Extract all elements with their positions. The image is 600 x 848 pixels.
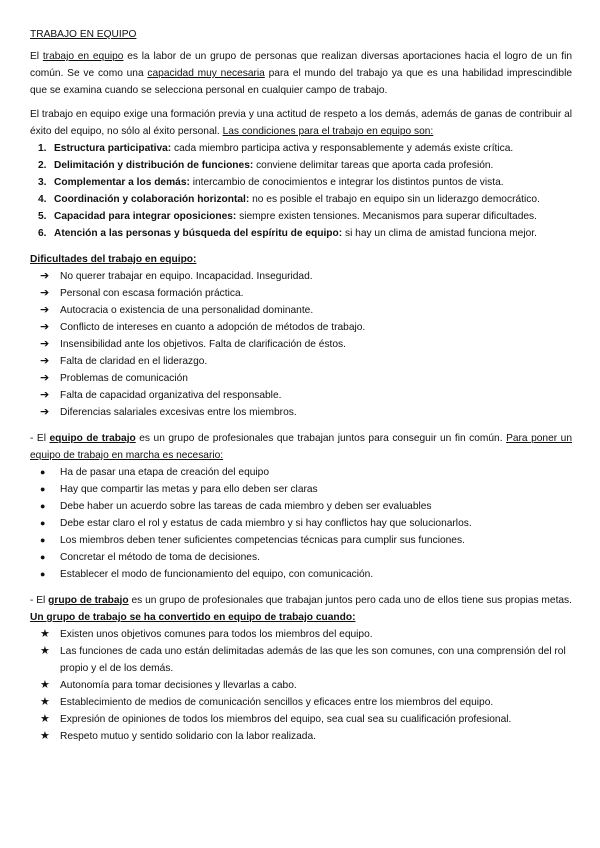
group-term: grupo de trabajo bbox=[48, 595, 129, 606]
star-icon: ★ bbox=[40, 679, 50, 691]
intro-text: es la labor de un grupo de personas que realizan diversas aportaciones hacia el logro de un fin común. Se ve como una bbox=[30, 51, 573, 79]
item-number: 1. bbox=[38, 143, 47, 154]
intro-text: El trabajo en equipo exige una formación previa y una actitud de respeto a los demás, además de ganas de contribuir al éxito del equipo, no sólo al éxito personal. bbox=[30, 109, 572, 137]
list-item bbox=[30, 643, 572, 677]
bullet-icon: ● bbox=[40, 501, 46, 511]
condition-term: Capacidad para integrar oposiciones: bbox=[54, 211, 237, 222]
team-requirements-heading: Para poner un equipo de trabajo en marcha es necesario: bbox=[30, 433, 572, 461]
list-item bbox=[30, 515, 572, 532]
list-item bbox=[30, 370, 572, 387]
bullet-icon: ● bbox=[40, 518, 46, 528]
list-item-text: Insensibilidad ante los objetivos. Falta de clarificación de éstos. bbox=[60, 339, 346, 350]
condition-text: conviene delimitar tareas que aporta cada profesión. bbox=[253, 160, 494, 171]
item-number: 6. bbox=[38, 228, 47, 239]
underlined-term-capacidad: capacidad muy necesaria bbox=[147, 68, 265, 79]
document-title: TRABAJO EN EQUIPO bbox=[30, 29, 137, 40]
arrow-icon: ➔ bbox=[40, 338, 50, 350]
condition-term: Complementar a los demás: bbox=[54, 177, 190, 188]
difficulties-heading: Dificultades del trabajo en equipo: bbox=[30, 254, 197, 265]
bullet-icon: ● bbox=[40, 467, 46, 477]
list-item bbox=[30, 532, 572, 549]
list-item-text: Falta de claridad en el liderazgo. bbox=[60, 356, 208, 367]
condition-term: Atención a las personas y búsqueda del espíritu de equipo: bbox=[54, 228, 343, 239]
list-item bbox=[30, 677, 572, 694]
bullet-icon: ● bbox=[40, 569, 46, 579]
arrow-icon: ➔ bbox=[40, 406, 50, 418]
list-item-text: Establecimiento de medios de comunicación sencillos y eficaces entre los miembros del equipo. bbox=[60, 697, 494, 708]
list-item-text: Debe estar claro el rol y estatus de cada miembro y si hay conflictos hay que solucionarlos. bbox=[60, 518, 472, 529]
condition-item bbox=[30, 208, 572, 225]
list-item bbox=[30, 336, 572, 353]
condition-term: Coordinación y colaboración horizontal: bbox=[54, 194, 250, 205]
star-icon: ★ bbox=[40, 696, 50, 708]
star-icon: ★ bbox=[40, 645, 50, 657]
list-item-text: Establecer el modo de funcionamiento del equipo, con comunicación. bbox=[60, 569, 374, 580]
condition-term: Delimitación y distribución de funciones: bbox=[54, 160, 254, 171]
bullet-icon: ● bbox=[40, 484, 46, 494]
group-conditions-list bbox=[30, 626, 572, 745]
group-conditions-heading: Un grupo de trabajo se ha convertido en equipo de trabajo cuando: bbox=[30, 612, 356, 623]
condition-text: si hay un clima de amistad funciona mejor. bbox=[342, 228, 537, 239]
list-item bbox=[30, 728, 572, 745]
arrow-icon: ➔ bbox=[40, 304, 50, 316]
list-item-text: Problemas de comunicación bbox=[60, 373, 188, 384]
condition-item bbox=[30, 191, 572, 208]
star-icon: ★ bbox=[40, 628, 50, 640]
list-item-text: Hay que compartir las metas y para ello deben ser claras bbox=[60, 484, 318, 495]
arrow-icon: ➔ bbox=[40, 372, 50, 384]
list-item bbox=[30, 302, 572, 319]
star-icon: ★ bbox=[40, 713, 50, 725]
list-item bbox=[30, 694, 572, 711]
team-requirements-list bbox=[30, 464, 572, 583]
condition-text: intercambio de conocimientos e integrar los distintos puntos de vista. bbox=[189, 177, 504, 188]
list-item bbox=[30, 268, 572, 285]
list-item-text: Los miembros deben tener suficientes competencias técnicas para cumplir sus funciones. bbox=[60, 535, 465, 546]
list-item bbox=[30, 353, 572, 370]
condition-item bbox=[30, 140, 572, 157]
conditions-list bbox=[30, 140, 572, 242]
difficulties-list bbox=[30, 268, 572, 421]
team-text: es un grupo de profesionales que trabajan juntos para conseguir un fin común. bbox=[135, 433, 507, 444]
list-item bbox=[30, 498, 572, 515]
list-item bbox=[30, 387, 572, 404]
list-item bbox=[30, 626, 572, 643]
team-paragraph bbox=[30, 430, 572, 464]
star-icon: ★ bbox=[40, 730, 50, 742]
arrow-icon: ➔ bbox=[40, 270, 50, 282]
list-item-text: Debe haber un acuerdo sobre las tareas de cada miembro y deben ser evaluables bbox=[60, 501, 432, 512]
list-item bbox=[30, 464, 572, 481]
condition-text: siempre existen tensiones. Mecanismos para superar dificultades. bbox=[236, 211, 537, 222]
intro-paragraph-2 bbox=[30, 106, 572, 140]
bullet-icon: ● bbox=[40, 552, 46, 562]
intro-text: para el mundo del trabajo ya que es una habilidad imprescindible que se examina cuando se selecciona personal en cualquier campo de trabajo. bbox=[30, 68, 572, 96]
group-text: - El bbox=[30, 595, 49, 606]
list-item-text: Falta de capacidad organizativa del responsable. bbox=[60, 390, 282, 401]
list-item-text: Autonomía para tomar decisiones y llevarlas a cabo. bbox=[60, 680, 297, 691]
arrow-icon: ➔ bbox=[40, 355, 50, 367]
list-item-text: Diferencias salariales excesivas entre los miembros. bbox=[60, 407, 297, 418]
list-item bbox=[30, 319, 572, 336]
list-item-text: Las funciones de cada uno están delimitadas además de las que les son comunes, con una comprensión del rol propio y el de los demás. bbox=[60, 646, 566, 674]
list-item-text: Conflicto de intereses en cuanto a adopción de métodos de trabajo. bbox=[60, 322, 366, 333]
list-item bbox=[30, 549, 572, 566]
condition-item bbox=[30, 157, 572, 174]
list-item bbox=[30, 404, 572, 421]
group-paragraph bbox=[30, 592, 572, 626]
condition-term: Estructura participativa: bbox=[54, 143, 172, 154]
arrow-icon: ➔ bbox=[40, 321, 50, 333]
intro-paragraph-1 bbox=[30, 48, 572, 99]
condition-text: no es posible el trabajo en equipo sin un liderazgo democrático. bbox=[249, 194, 540, 205]
condition-item bbox=[30, 225, 572, 242]
arrow-icon: ➔ bbox=[40, 287, 50, 299]
list-item-text: Ha de pasar una etapa de creación del equipo bbox=[60, 467, 269, 478]
list-item-text: Personal con escasa formación práctica. bbox=[60, 288, 244, 299]
item-number: 3. bbox=[38, 177, 47, 188]
item-number: 4. bbox=[38, 194, 47, 205]
list-item-text: No querer trabajar en equipo. Incapacidad. Inseguridad. bbox=[60, 271, 313, 282]
list-item bbox=[30, 566, 572, 583]
condition-item bbox=[30, 174, 572, 191]
list-item bbox=[30, 285, 572, 302]
item-number: 2. bbox=[38, 160, 47, 171]
list-item bbox=[30, 711, 572, 728]
intro-text: El bbox=[30, 51, 43, 62]
list-item-text: Autocracia o existencia de una personalidad dominante. bbox=[60, 305, 314, 316]
condition-text: cada miembro participa activa y responsablemente y además existe crítica. bbox=[171, 143, 514, 154]
list-item-text: Existen unos objetivos comunes para todos los miembros del equipo. bbox=[60, 629, 373, 640]
group-text: es un grupo de profesionales que trabajan juntos pero cada uno de ellos tiene sus propias metas. bbox=[128, 595, 572, 606]
underlined-term-trabajo-en-equipo: trabajo en equipo bbox=[42, 51, 124, 62]
team-text: - El bbox=[30, 433, 50, 444]
conditions-heading: Las condiciones para el trabajo en equipo son: bbox=[222, 126, 434, 137]
item-number: 5. bbox=[38, 211, 47, 222]
list-item-text: Expresión de opiniones de todos los miembros del equipo, sea cual sea su cualificación profesional. bbox=[60, 714, 512, 725]
list-item-text: Respeto mutuo y sentido solidario con la labor realizada. bbox=[60, 731, 316, 742]
bullet-icon: ● bbox=[40, 535, 46, 545]
list-item-text: Concretar el método de toma de decisiones. bbox=[60, 552, 260, 563]
team-term: equipo de trabajo bbox=[49, 433, 136, 444]
arrow-icon: ➔ bbox=[40, 389, 50, 401]
list-item bbox=[30, 481, 572, 498]
